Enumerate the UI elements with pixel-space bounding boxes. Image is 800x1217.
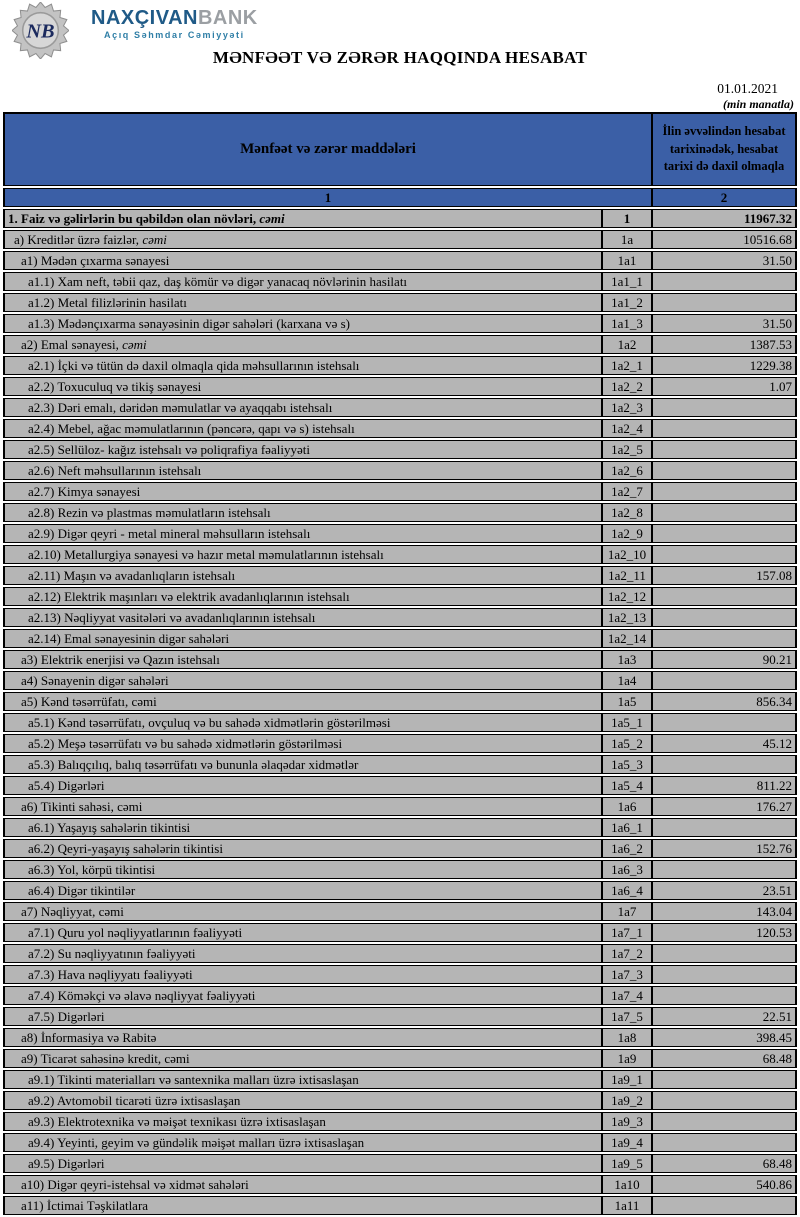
row-item-label: a2.10) Metallurgiya sənayesi və hazır metal məmulatlarının istehsalı [3, 545, 602, 564]
row-code: 1a9_5 [602, 1154, 652, 1173]
table-row [3, 776, 797, 795]
table-row [3, 314, 797, 333]
table-row [3, 440, 797, 459]
row-item-label: a1.3) Mədənçıxarma sənayəsinin digər sahələri (karxana və s) [3, 314, 602, 333]
table-row [3, 1154, 797, 1173]
row-code: 1a2_12 [602, 587, 652, 606]
row-item-label: a2.9) Digər qeyri - metal mineral məhsulların istehsalı [3, 524, 602, 543]
table-row [3, 293, 797, 312]
row-value [652, 545, 797, 564]
row-value [652, 461, 797, 480]
row-value [652, 524, 797, 543]
table-row [3, 650, 797, 669]
row-item-label: a7.4) Köməkçi və əlavə nəqliyyat fəaliyyəti [3, 986, 602, 1005]
row-code: 1a1_3 [602, 314, 652, 333]
row-value: 176.27 [652, 797, 797, 816]
row-value: 1229.38 [652, 356, 797, 375]
row-item-label: a) Kreditlər üzrə faizlər, cəmi [3, 230, 602, 249]
table-row [3, 1196, 797, 1215]
table-row [3, 587, 797, 606]
row-item-label: a9.1) Tikinti materialları və santexnika malları üzrə ixtisaslaşan [3, 1070, 602, 1089]
row-value: 31.50 [652, 251, 797, 270]
row-value [652, 587, 797, 606]
row-item-label: a2.14) Emal sənayesinin digər sahələri [3, 629, 602, 648]
table-row [3, 671, 797, 690]
row-code: 1a5 [602, 692, 652, 711]
row-code: 1a7_1 [602, 923, 652, 942]
row-value [652, 965, 797, 984]
row-value: 45.12 [652, 734, 797, 753]
table-row [3, 461, 797, 480]
column-header-items: Mənfəət və zərər maddələri [3, 112, 652, 186]
row-item-label: a2.11) Maşın və avadanlıqların istehsalı [3, 566, 602, 585]
row-item-label: a5.2) Meşə təsərrüfatı və bu sahədə xidmətlərin göstərilməsi [3, 734, 602, 753]
row-item-label: a2.2) Toxuculuq və tikiş sənayesi [3, 377, 602, 396]
row-code: 1a6_1 [602, 818, 652, 837]
table-row [3, 629, 797, 648]
row-item-label: a6.4) Digər tikintilər [3, 881, 602, 900]
table-row [3, 503, 797, 522]
row-value: 811.22 [652, 776, 797, 795]
row-item-label: a2.3) Dəri emalı, dəridən məmulatlar və ayaqqabı istehsalı [3, 398, 602, 417]
row-code: 1a2_13 [602, 608, 652, 627]
row-item-label: a2.5) Sellüloz- kağız istehsalı və poliqrafiya fəaliyyəti [3, 440, 602, 459]
table-row [3, 356, 797, 375]
row-value: 68.48 [652, 1049, 797, 1068]
row-value [652, 608, 797, 627]
row-code: 1a2_14 [602, 629, 652, 648]
row-item-label: a2.13) Nəqliyyat vasitələri və avadanlıqlarının istehsalı [3, 608, 602, 627]
row-item-label: a7.1) Quru yol nəqliyyatlarının fəaliyyəti [3, 923, 602, 942]
row-value: 143.04 [652, 902, 797, 921]
row-item-label: a2.7) Kimya sənayesi [3, 482, 602, 501]
row-item-label: a4) Sənayenin digər sahələri [3, 671, 602, 690]
page-header [0, 0, 800, 110]
table-row [3, 1070, 797, 1089]
table-row [3, 1133, 797, 1152]
row-value [652, 440, 797, 459]
row-value: 1.07 [652, 377, 797, 396]
row-item-label: a2.8) Rezin və plastmas məmulatların istehsalı [3, 503, 602, 522]
column-number-1: 1 [3, 188, 652, 207]
table-row [3, 734, 797, 753]
row-item-label-emphasis: cəmi [122, 337, 147, 352]
profit-loss-table [3, 110, 797, 1217]
row-item-label: a11) İctimai Təşkilatlara [3, 1196, 602, 1215]
row-item-label: a2.12) Elektrik maşınları və elektrik avadanlıqlarının istehsalı [3, 587, 602, 606]
table-row [3, 881, 797, 900]
row-item-label: a5.4) Digərləri [3, 776, 602, 795]
row-code: 1a2_5 [602, 440, 652, 459]
row-item-label: a6.2) Qeyri-yaşayış sahələrin tikintisi [3, 839, 602, 858]
report-date: 01.01.2021 [717, 81, 778, 96]
row-value [652, 272, 797, 291]
row-code: 1a2_8 [602, 503, 652, 522]
table-row [3, 1007, 797, 1026]
row-item-label: a1) Mədən çıxarma sənayesi [3, 251, 602, 270]
row-item-label: a9.4) Yeyinti, geyim və gündəlik məişət malları üzrə ixtisaslaşan [3, 1133, 602, 1152]
row-code: 1a2_6 [602, 461, 652, 480]
row-value: 152.76 [652, 839, 797, 858]
row-item-label: a3) Elektrik enerjisi və Qazın istehsalı [3, 650, 602, 669]
table-row [3, 1028, 797, 1047]
row-code: 1a2_11 [602, 566, 652, 585]
table-row [3, 839, 797, 858]
row-code: 1a2_3 [602, 398, 652, 417]
row-code: 1a7_2 [602, 944, 652, 963]
table-row [3, 251, 797, 270]
row-value [652, 293, 797, 312]
row-code: 1a9_2 [602, 1091, 652, 1110]
row-value: 398.45 [652, 1028, 797, 1047]
row-value [652, 419, 797, 438]
row-value: 31.50 [652, 314, 797, 333]
row-value: 856.34 [652, 692, 797, 711]
row-item-label: a7.5) Digərləri [3, 1007, 602, 1026]
row-code: 1a5_3 [602, 755, 652, 774]
row-item-label: a7.2) Su nəqliyyatının fəaliyyəti [3, 944, 602, 963]
row-code: 1a7_5 [602, 1007, 652, 1026]
row-code: 1a5_4 [602, 776, 652, 795]
row-value: 120.53 [652, 923, 797, 942]
row-code: 1a2_2 [602, 377, 652, 396]
table-row [3, 902, 797, 921]
row-item-label: a1.2) Metal filizlərinin hasilatı [3, 293, 602, 312]
row-value [652, 860, 797, 879]
bank-name [91, 8, 258, 28]
row-value [652, 503, 797, 522]
row-item-label: a9.2) Avtomobil ticarəti üzrə ixtisaslaşan [3, 1091, 602, 1110]
row-code: 1a2_7 [602, 482, 652, 501]
row-code: 1a2_10 [602, 545, 652, 564]
row-value [652, 1133, 797, 1152]
row-code: 1a11 [602, 1196, 652, 1215]
row-value: 540.86 [652, 1175, 797, 1194]
row-code: 1a3 [602, 650, 652, 669]
row-item-label: a9) Ticarət sahəsinə kredit, cəmi [3, 1049, 602, 1068]
bank-subtitle: Açıq Səhmdar Cəmiyyəti [104, 30, 245, 40]
row-item-label: a10) Digər qeyri-istehsal və xidmət sahələri [3, 1175, 602, 1194]
row-code: 1a [602, 230, 652, 249]
row-value [652, 629, 797, 648]
row-value [652, 1112, 797, 1131]
row-item-label: a6) Tikinti sahəsi, cəmi [3, 797, 602, 816]
row-value [652, 986, 797, 1005]
table-row [3, 986, 797, 1005]
row-value: 68.48 [652, 1154, 797, 1173]
row-code: 1a2_9 [602, 524, 652, 543]
row-value [652, 713, 797, 732]
row-code: 1a5_2 [602, 734, 652, 753]
row-value: 23.51 [652, 881, 797, 900]
row-code: 1a2_1 [602, 356, 652, 375]
row-item-label: a5.1) Kənd təsərrüfatı, ovçuluq və bu sahədə xidmətlərin göstərilməsi [3, 713, 602, 732]
table-row [3, 608, 797, 627]
row-item-label: a2.1) İçki və tütün də daxil olmaqla qida məhsullarının istehsalı [3, 356, 602, 375]
row-code: 1a1_1 [602, 272, 652, 291]
row-code: 1a9 [602, 1049, 652, 1068]
table-row [3, 1049, 797, 1068]
row-code: 1 [602, 209, 652, 228]
row-value [652, 398, 797, 417]
row-value: 10516.68 [652, 230, 797, 249]
report-title: MƏNFƏƏT VƏ ZƏRƏR HAQQINDA HESABAT [212, 48, 588, 67]
row-code: 1a9_1 [602, 1070, 652, 1089]
table-row [3, 797, 797, 816]
row-code: 1a7_4 [602, 986, 652, 1005]
table-row [3, 965, 797, 984]
row-code: 1a8 [602, 1028, 652, 1047]
table-row [3, 1091, 797, 1110]
row-code: 1a5_1 [602, 713, 652, 732]
row-code: 1a7_3 [602, 965, 652, 984]
row-code: 1a4 [602, 671, 652, 690]
table-row [3, 545, 797, 564]
row-code: 1a6_3 [602, 860, 652, 879]
row-item-label: a7) Nəqliyyat, cəmi [3, 902, 602, 921]
row-value: 90.21 [652, 650, 797, 669]
row-value [652, 944, 797, 963]
table-row [3, 1112, 797, 1131]
table-row [3, 860, 797, 879]
column-header-period: İlin əvvəlindən hesabat tarixinədək, hesabat tarixi də daxil olmaqla [652, 112, 797, 186]
unit-note: (min manatla) [722, 97, 794, 111]
row-code: 1a6 [602, 797, 652, 816]
table-row [3, 566, 797, 585]
table-header [3, 112, 797, 207]
row-value [652, 818, 797, 837]
row-value [652, 1070, 797, 1089]
row-value [652, 755, 797, 774]
row-value: 1387.53 [652, 335, 797, 354]
table-row [3, 272, 797, 291]
bank-brand-text [91, 8, 258, 40]
bank-name-primary: NAXÇIVAN [91, 7, 198, 29]
table-row [3, 377, 797, 396]
row-code: 1a6_4 [602, 881, 652, 900]
row-item-label: a6.3) Yol, körpü tikintisi [3, 860, 602, 879]
row-code: 1a7 [602, 902, 652, 921]
row-item-label-emphasis: cəmi [259, 211, 285, 226]
row-value [652, 482, 797, 501]
row-item-label-emphasis: cəmi [142, 232, 167, 247]
column-number-2: 2 [652, 188, 797, 207]
table-row [3, 944, 797, 963]
table-row [3, 713, 797, 732]
table-row [3, 482, 797, 501]
row-code: 1a6_2 [602, 839, 652, 858]
table-row [3, 818, 797, 837]
table-row [3, 419, 797, 438]
row-value [652, 1091, 797, 1110]
row-item-label: a2) Emal sənayesi, cəmi [3, 335, 602, 354]
table-row [3, 230, 797, 249]
row-value [652, 671, 797, 690]
table-row [3, 398, 797, 417]
row-code: 1a9_4 [602, 1133, 652, 1152]
row-item-label: a7.3) Hava nəqliyyatı fəaliyyəti [3, 965, 602, 984]
bank-name-secondary: BANK [197, 7, 258, 29]
row-code: 1a10 [602, 1175, 652, 1194]
row-value [652, 1196, 797, 1215]
row-item-label: a1.1) Xam neft, təbii qaz, daş kömür və digər yanacaq növlərinin hasilatı [3, 272, 602, 291]
row-item-label: a6.1) Yaşayış sahələrin tikintisi [3, 818, 602, 837]
report-table-body [3, 209, 797, 1215]
row-code: 1a1 [602, 251, 652, 270]
row-item-label: a2.6) Neft məhsullarının istehsalı [3, 461, 602, 480]
table-row [3, 755, 797, 774]
row-code: 1a1_2 [602, 293, 652, 312]
table-row [3, 524, 797, 543]
row-item-label: a5.3) Balıqçılıq, balıq təsərrüfatı və bununla əlaqədar xidmətlər [3, 755, 602, 774]
row-item-label: a9.5) Digərləri [3, 1154, 602, 1173]
row-code: 1a2_4 [602, 419, 652, 438]
row-item-label: a5) Kənd təsərrüfatı, cəmi [3, 692, 602, 711]
seal-initials: NB [26, 20, 55, 43]
table-row [3, 335, 797, 354]
row-value: 157.08 [652, 566, 797, 585]
table-row [3, 209, 797, 228]
row-item-label: a2.4) Mebel, ağac məmulatlarının (pəncərə, qapı və s) istehsalı [3, 419, 602, 438]
row-code: 1a9_3 [602, 1112, 652, 1131]
row-item-label: a8) İnformasiya və Rabitə [3, 1028, 602, 1047]
row-code: 1a2 [602, 335, 652, 354]
row-value: 22.51 [652, 1007, 797, 1026]
row-item-label: a9.3) Elektrotexnika və məişət texnikası üzrə ixtisaslaşan [3, 1112, 602, 1131]
row-item-label: 1. Faiz və gəlirlərin bu qəbildən olan növləri, cəmi [3, 209, 602, 228]
table-row [3, 923, 797, 942]
row-value: 11967.32 [652, 209, 797, 228]
table-row [3, 692, 797, 711]
